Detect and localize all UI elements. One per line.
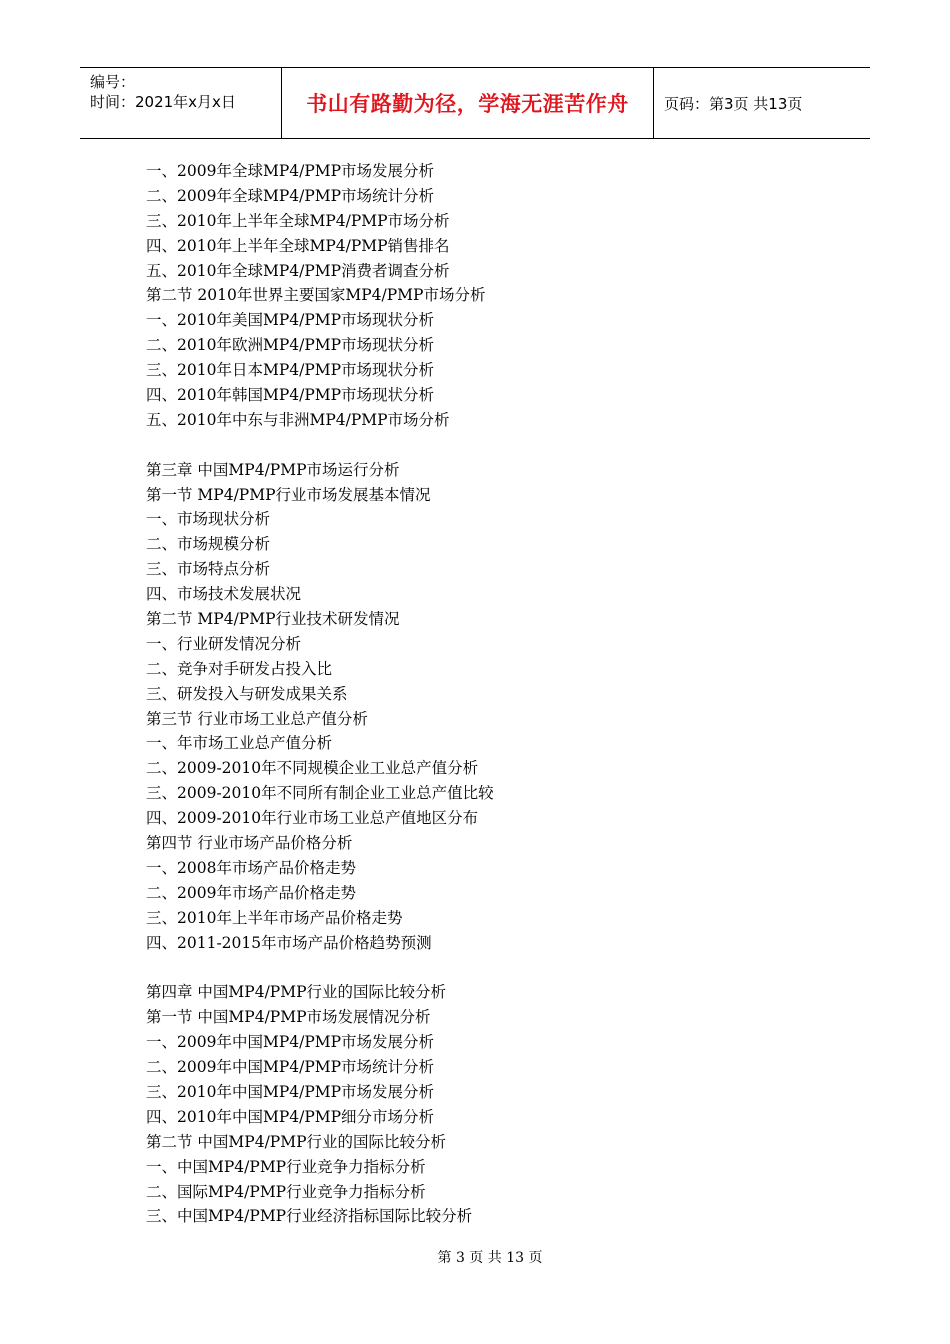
toc-entry: 二、2009年中国MP4/PMP市场统计分析 (146, 1058, 435, 1077)
toc-entry: 二、国际MP4/PMP行业竞争力指标分析 (146, 1182, 426, 1201)
toc-entry: 一、2010年美国MP4/PMP市场现状分析 (146, 311, 435, 330)
toc-entry: 一、行业研发情况分析 (146, 634, 302, 653)
toc-entry: 三、2010年日本MP4/PMP市场现状分析 (146, 361, 435, 380)
toc-entry: 第二节 MP4/PMP行业技术研发情况 (146, 610, 400, 629)
document-number-label: 编号： (90, 73, 136, 91)
table-of-contents (146, 159, 846, 1229)
toc-entry: 第一节 中国MP4/PMP市场发展情况分析 (146, 1008, 431, 1027)
toc-entry: 四、2011-2015年市场产品价格趋势预测 (146, 933, 432, 952)
toc-entry: 二、2009-2010年不同规模企业工业总产值分析 (146, 759, 479, 778)
toc-entry: 三、市场特点分析 (146, 560, 271, 579)
toc-spacer (146, 433, 846, 458)
toc-entry: 第三节 行业市场工业总产值分析 (146, 709, 368, 728)
toc-entry: 五、2010年全球MP4/PMP消费者调查分析 (146, 261, 450, 280)
toc-entry: 二、市场规模分析 (146, 535, 271, 554)
toc-entry: 第二节 2010年世界主要国家MP4/PMP市场分析 (146, 286, 486, 305)
toc-entry: 一、中国MP4/PMP行业竞争力指标分析 (146, 1157, 426, 1176)
toc-entry: 一、2009年全球MP4/PMP市场发展分析 (146, 162, 435, 180)
toc-spacer (146, 956, 846, 981)
toc-entry: 五、2010年中东与非洲MP4/PMP市场分析 (146, 410, 450, 429)
toc-entry: 三、2009-2010年不同所有制企业工业总产值比较 (146, 784, 494, 803)
toc-entry: 一、年市场工业总产值分析 (146, 734, 333, 753)
page-footer: 第 3 页 共 13 页 (437, 1250, 543, 1266)
toc-entry: 二、2010年欧洲MP4/PMP市场现状分析 (146, 336, 435, 355)
toc-entry: 第一节 MP4/PMP行业市场发展基本情况 (146, 485, 431, 504)
header-page-info: 页码：第3页 共13页 (664, 94, 803, 113)
toc-entry: 四、2010年上半年全球MP4/PMP销售排名 (146, 236, 450, 255)
toc-entry: 二、2009年市场产品价格走势 (146, 883, 356, 902)
header-motto: 书山有路勤为径，学海无涯苦作舟 (282, 68, 654, 138)
toc-entry: 第四节 行业市场产品价格分析 (146, 834, 353, 853)
toc-entry: 四、2010年韩国MP4/PMP市场现状分析 (146, 386, 435, 405)
toc-entry: 二、2009年全球MP4/PMP市场统计分析 (146, 186, 435, 205)
header-meta (80, 68, 282, 138)
toc-entry: 第三章 中国MP4/PMP市场运行分析 (146, 460, 400, 479)
toc-entry: 三、研发投入与研发成果关系 (146, 684, 348, 703)
toc-entry: 第二节 中国MP4/PMP行业的国际比较分析 (146, 1132, 447, 1151)
page-header (80, 67, 870, 139)
toc-entry: 三、中国MP4/PMP行业经济指标国际比较分析 (146, 1207, 473, 1226)
toc-entry: 三、2010年中国MP4/PMP市场发展分析 (146, 1082, 435, 1101)
document-time-label: 时间：2021年x月x日 (90, 93, 236, 111)
toc-entry: 第四章 中国MP4/PMP行业的国际比较分析 (146, 983, 447, 1002)
toc-entry: 二、竞争对手研发占投入比 (146, 659, 333, 678)
toc-entry: 四、2009-2010年行业市场工业总产值地区分布 (146, 809, 479, 828)
toc-entry: 一、市场现状分析 (146, 510, 271, 529)
toc-entry: 三、2010年上半年市场产品价格走势 (146, 908, 403, 927)
toc-entry: 四、市场技术发展状况 (146, 585, 302, 604)
toc-entry: 一、2008年市场产品价格走势 (146, 858, 356, 877)
toc-entry: 四、2010年中国MP4/PMP细分市场分析 (146, 1107, 435, 1126)
toc-entry: 三、2010年上半年全球MP4/PMP市场分析 (146, 211, 450, 230)
toc-entry: 一、2009年中国MP4/PMP市场发展分析 (146, 1033, 435, 1052)
